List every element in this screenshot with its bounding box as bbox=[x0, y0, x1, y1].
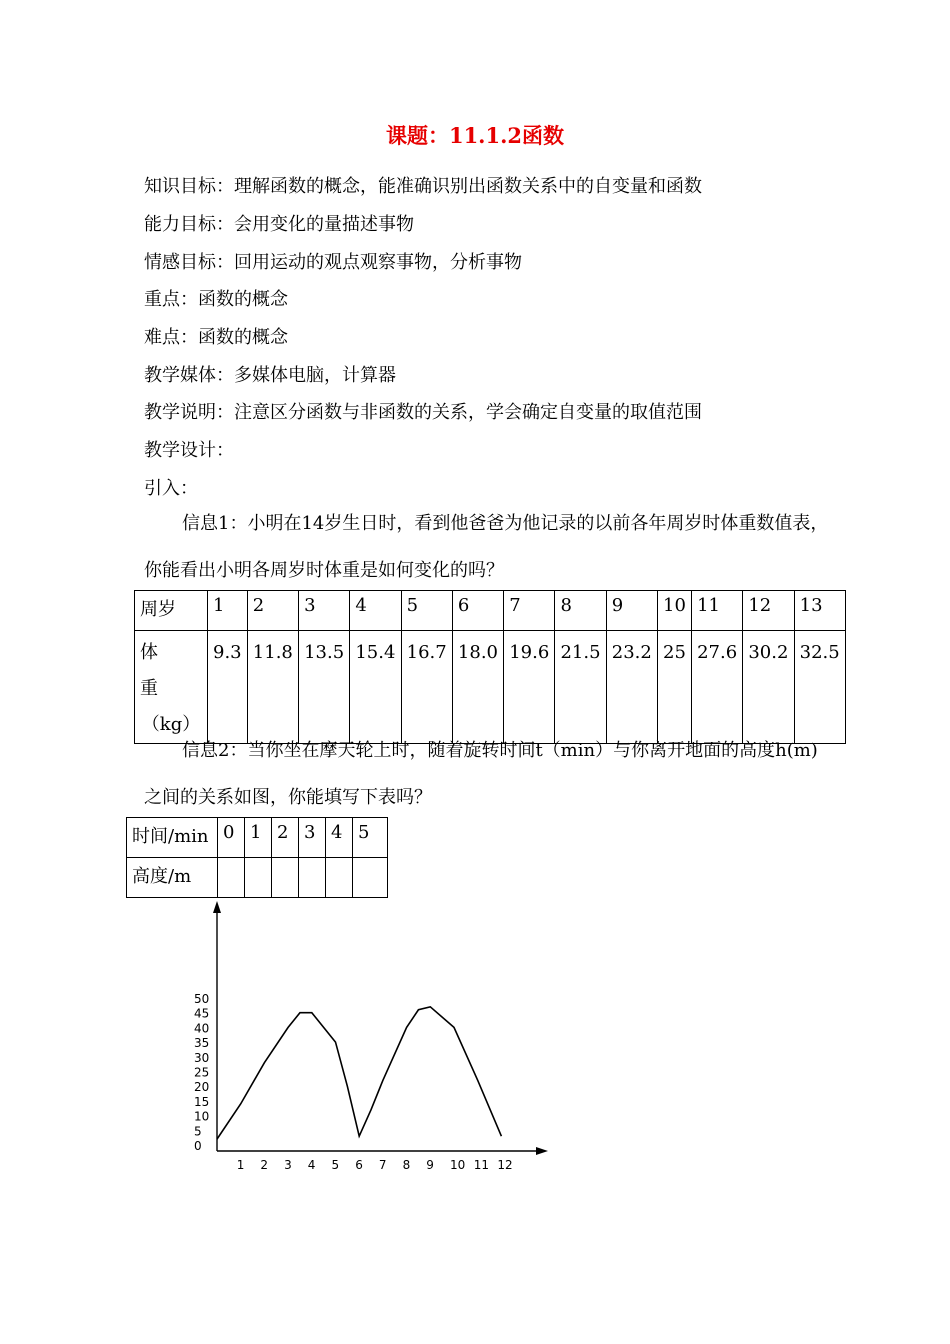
key-point: 重点：函数的概念 bbox=[144, 289, 288, 310]
table-cell: 1 bbox=[208, 591, 248, 631]
height-table bbox=[126, 817, 388, 898]
x-tick-label: 12 bbox=[497, 1158, 513, 1172]
height-header: 高度/m bbox=[127, 858, 218, 898]
table-cell: 6 bbox=[452, 591, 503, 631]
table-cell: 3 bbox=[299, 818, 326, 858]
y-tick-label: 0 bbox=[194, 1139, 202, 1153]
weight-table bbox=[134, 590, 846, 744]
emotion-goal: 情感目标：回用运动的观点观察事物，分析事物 bbox=[144, 252, 522, 273]
table-cell: 25 bbox=[658, 631, 692, 744]
table-cell: 1 bbox=[245, 818, 272, 858]
table-cell: 0 bbox=[218, 818, 245, 858]
teaching-design: 教学设计： bbox=[144, 440, 234, 461]
y-tick-label: 45 bbox=[194, 1006, 210, 1021]
age-header: 周岁 bbox=[135, 591, 208, 631]
introduction: 引入： bbox=[144, 478, 198, 499]
y-tick-label: 30 bbox=[194, 1050, 210, 1065]
x-tick-label: 6 bbox=[355, 1158, 363, 1172]
teaching-note: 教学说明：注意区分函数与非函数的关系，学会确定自变量的取值范围 bbox=[144, 402, 702, 423]
empty-cell[interactable] bbox=[272, 858, 299, 898]
empty-cell[interactable] bbox=[353, 858, 388, 898]
table-cell: 3 bbox=[299, 591, 350, 631]
table-row bbox=[127, 858, 388, 898]
table-row bbox=[135, 591, 846, 631]
table-cell: 12 bbox=[743, 591, 794, 631]
table-cell: 9.3 bbox=[208, 631, 248, 744]
y-tick-label: 50 bbox=[194, 992, 210, 1006]
x-tick-label: 1 bbox=[236, 1158, 245, 1172]
table-cell: 30.2 bbox=[743, 631, 794, 744]
y-tick-label: 20 bbox=[194, 1080, 210, 1095]
x-tick-label: 2 bbox=[260, 1158, 269, 1172]
y-tick-label: 25 bbox=[194, 1065, 210, 1080]
x-axis-arrow bbox=[536, 1147, 548, 1155]
height-curve bbox=[217, 1007, 501, 1139]
table-cell: 23.2 bbox=[606, 631, 657, 744]
table-cell: 2 bbox=[247, 591, 298, 631]
table-cell: 15.4 bbox=[350, 631, 401, 744]
table-cell: 5 bbox=[353, 818, 388, 858]
table-cell: 11.8 bbox=[247, 631, 298, 744]
table-cell: 13.5 bbox=[299, 631, 350, 744]
table-cell: 18.0 bbox=[452, 631, 503, 744]
y-axis-arrow bbox=[213, 901, 221, 913]
x-tick-label: 4 bbox=[307, 1158, 316, 1172]
table-cell: 21.5 bbox=[555, 631, 606, 744]
table-cell: 8 bbox=[555, 591, 606, 631]
x-tick-label: 3 bbox=[284, 1158, 292, 1172]
x-tick-label: 11 bbox=[473, 1158, 489, 1172]
ferris-wheel-chart bbox=[180, 895, 560, 1185]
y-tick-label: 40 bbox=[194, 1021, 210, 1036]
y-tick-label: 10 bbox=[194, 1109, 210, 1124]
table-cell: 19.6 bbox=[504, 631, 555, 744]
table-cell: 4 bbox=[326, 818, 353, 858]
table-cell: 5 bbox=[401, 591, 452, 631]
table-cell: 2 bbox=[272, 818, 299, 858]
empty-cell[interactable] bbox=[326, 858, 353, 898]
table-cell: 4 bbox=[350, 591, 401, 631]
info-2: 信息2：当你坐在摩天轮上时，随着旋转时间t（min）与你离开地面的高度h(m)之间的关系如图，你能填写下表吗？ bbox=[144, 740, 818, 808]
time-header: 时间/min bbox=[127, 818, 218, 858]
weight-header-label: 体 重 bbox=[140, 642, 194, 699]
table-cell: 11 bbox=[692, 591, 743, 631]
y-tick-label: 15 bbox=[194, 1094, 210, 1109]
table-row bbox=[127, 818, 388, 858]
y-tick-label: 35 bbox=[194, 1036, 210, 1051]
empty-cell[interactable] bbox=[245, 858, 272, 898]
table-cell: 32.5 bbox=[794, 631, 845, 744]
page-title: 课题：11.1.2函数 bbox=[385, 123, 565, 148]
empty-cell[interactable] bbox=[299, 858, 326, 898]
x-tick-label: 5 bbox=[331, 1158, 340, 1172]
x-tick-label: 8 bbox=[402, 1158, 411, 1172]
table-cell: 27.6 bbox=[692, 631, 743, 744]
x-tick-label: 9 bbox=[426, 1158, 434, 1172]
difficult-point: 难点：函数的概念 bbox=[144, 327, 288, 348]
empty-cell[interactable] bbox=[218, 858, 245, 898]
x-tick-label: 10 bbox=[450, 1158, 466, 1172]
y-tick-label: 5 bbox=[194, 1124, 202, 1139]
info-1: 信息1：小明在14岁生日时，看到他爸爸为他记录的以前各年周岁时体重数值表，你能看出小明各周岁时体重是如何变化的吗？ bbox=[144, 513, 829, 581]
ability-goal: 能力目标：会用变化的量描述事物 bbox=[144, 214, 414, 235]
x-tick-label: 7 bbox=[378, 1158, 387, 1172]
teaching-media: 教学媒体：多媒体电脑，计算器 bbox=[144, 365, 396, 386]
table-cell: 7 bbox=[504, 591, 555, 631]
weight-unit: （kg） bbox=[141, 714, 201, 735]
knowledge-goal: 知识目标：理解函数的概念，能准确识别出函数关系中的自变量和函数 bbox=[144, 176, 702, 197]
table-cell: 9 bbox=[606, 591, 657, 631]
table-cell: 10 bbox=[658, 591, 692, 631]
table-cell: 16.7 bbox=[401, 631, 452, 744]
table-cell: 13 bbox=[794, 591, 845, 631]
